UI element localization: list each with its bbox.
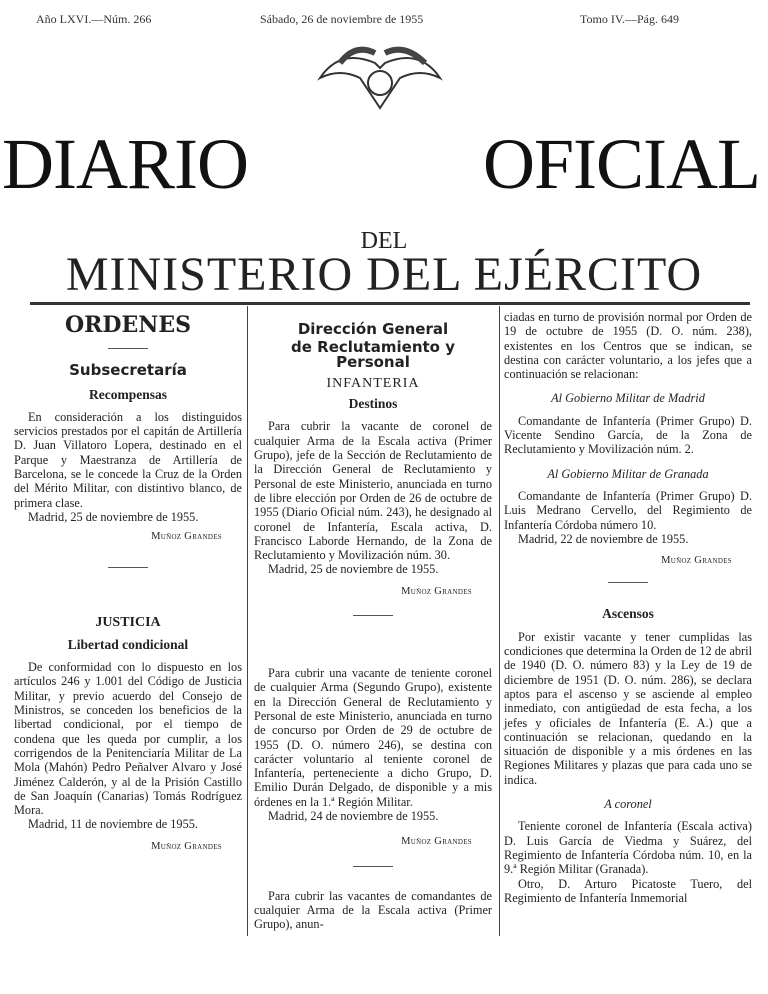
signature: Muñoz Grandes: [401, 836, 472, 848]
section-title: JUSTICIA: [95, 614, 161, 630]
paragraph: Teniente coronel de Infantería (Escala activa) D. Luis García de Viedma y Suárez, del Regimiento de Infantería Córdoba núm. 10, en la 9.ª Región Militar (Granada).: [504, 819, 752, 877]
date-line: Madrid, 25 de noviembre de 1955.: [28, 509, 199, 524]
subheading: A coronel: [604, 797, 652, 812]
column-divider: [499, 306, 500, 936]
heading: Libertad condicional: [67, 636, 189, 652]
section-title: Dirección General: [297, 320, 449, 338]
heading: Destinos: [348, 396, 398, 412]
masthead-title-left: DIARIO: [2, 124, 248, 204]
paragraph: Para cubrir las vacantes de comandantes de cualquier Arma de la Escala activa (Primer Grupo), anun-: [254, 888, 492, 932]
paragraph: ciadas en turno de provisión normal por Orden de 19 de octubre de 1955 (D. O. núm. 238), existentes en los Centros que se indican, se destina con carácter voluntario, a los jefes que a continuación se relacionan:: [504, 310, 752, 382]
subheading: Al Gobierno Militar de Madrid: [551, 391, 705, 406]
paragraph: De conformidad con lo dispuesto en los artículos 246 y 1.001 del Código de Justicia Militar, y previo acuerdo del Consejo de Ministros, se conceden los beneficios de la libertad condicional, por el tiempo de condena que les queda por cumplir, a los corrigendos de la Penitenciaría Militar de La Mola (Mahón) Pedro Peñalver Alvaro y José Jiménez Calderón, y al de la Prisión Castillo de San Joaquín (Canarias) Tomás Rodríguez Mora.: [14, 660, 242, 818]
paragraph: Por existir vacante y tener cumplidas las condiciones que determina la Orden de 12 de abril de 1940 (D. O. número 83) y la Ley de 19 de diciembre de 1951 (D. O. núm. 286), se declara aptos para el ascenso y se asciende al empleo inmediato, con antigüedad de esta fecha, a los jefes y oficiales de Infantería (E. A.) que a continuación se relacionan, quedando en la situación de disponible y a mis órdenes en las Regiones Militares y plazas que para cada uno se indica.: [504, 629, 752, 787]
masthead-del: DEL: [360, 228, 408, 254]
divider: [353, 866, 393, 867]
date-line: Madrid, 24 de noviembre de 1955.: [268, 809, 439, 824]
column-2: [254, 322, 492, 932]
subsection-title: Subsecretaría: [69, 361, 187, 380]
heading: Ascensos: [602, 606, 654, 622]
date-line: Madrid, 11 de noviembre de 1955.: [28, 817, 198, 832]
signature: Muñoz Grandes: [661, 555, 732, 567]
divider: [608, 582, 648, 583]
column-1: [14, 312, 242, 854]
masthead-rule: [30, 302, 750, 305]
column-3: [504, 310, 752, 905]
date-line: Madrid, 25 de noviembre de 1955.: [268, 562, 439, 577]
volume-page: Tomo IV.—Pág. 649: [580, 12, 679, 26]
paragraph: Otro, D. Arturo Picatoste Tuero, del Regimiento de Infantería Inmemorial: [504, 876, 752, 905]
paragraph: Para cubrir la vacante de coronel de cualquier Arma de la Escala activa (Primer Grupo), jefe de la Sección de Reclutamiento de la Dirección General de Reclutamiento y Personal de este Ministerio, anunciada en turno de libre elección por Orden de 26 de octubre de 1955 (Diario Oficial núm. 243), he designado al coronel de Infantería, Escala activa, D. Francisco Laborde Hernando, de la Zona de Reclutamiento y Movilización núm. 30.: [254, 419, 492, 563]
signature: Muñoz Grandes: [151, 840, 222, 852]
date-line: Madrid, 22 de noviembre de 1955.: [518, 531, 689, 546]
paragraph: En consideración a los distinguidos servicios prestados por el capitán de Artillería D. Juan Villatoro Lopera, destinado en el Parque y Maestranza de Artillería de Barcelona, se le concede la Cruz de la Orden del Mérito Militar, con distintivo blanco, de primera clase.: [14, 409, 242, 510]
issue-number: Año LXVI.—Núm. 266: [36, 12, 152, 26]
eagle-emblem-icon: [300, 38, 460, 128]
section-title: ORDENES: [64, 312, 192, 338]
issue-date: Sábado, 26 de noviembre de 1955: [260, 12, 424, 26]
paragraph: Para cubrir una vacante de teniente coronel de cualquier Arma (Segundo Grupo), existente en la Dirección General de Reclutamiento y Personal de este Ministerio, anunciada en turno de concurso por Orden de 29 de octubre de 1955 (D. O. número 246), se destina con carácter voluntario al teniente coronel de Infantería, perteneciente a dicho Grupo, D. Emilio Durán Delgado, de disponible y a mis órdenes en la 1.ª Región Militar.: [254, 666, 492, 809]
divider: [108, 567, 148, 568]
signature: Muñoz Grandes: [151, 531, 222, 543]
heading: Recompensas: [89, 386, 167, 402]
masthead-title-right: OFICIAL: [483, 124, 760, 204]
subsection-title: INFANTERIA: [326, 375, 420, 391]
section-title: de Reclutamiento y Personal: [291, 338, 455, 371]
subheading: Al Gobierno Militar de Granada: [547, 466, 709, 481]
divider: [108, 348, 148, 349]
divider: [353, 615, 393, 616]
masthead-ministry: MINISTERIO DEL EJÉRCITO: [65, 248, 703, 301]
paragraph: Comandante de Infantería (Primer Grupo) D. Luis Medrano Cervello, del Regimiento de Infantería Córdoba número 10.: [504, 488, 752, 532]
signature: Muñoz Grandes: [401, 585, 472, 597]
column-divider: [247, 306, 248, 936]
paragraph: Comandante de Infantería (Primer Grupo) D. Vicente Sendino García, de la Zona de Reclutamiento y Movilización núm. 2.: [504, 413, 752, 457]
